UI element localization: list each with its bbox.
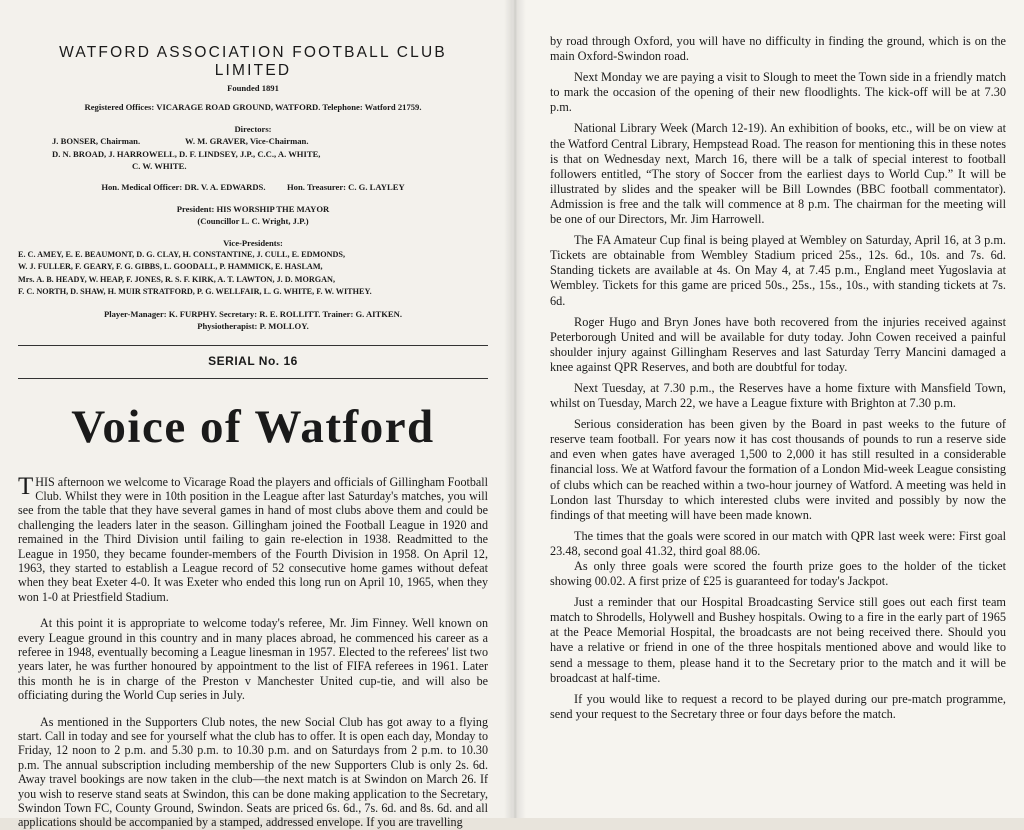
article-paragraph: Next Monday we are paying a visit to Slough to meet the Town side in a friendly match to mark the occasion of the opening of their new floodlights. The kick-off will be at 7.30 p.m. xyxy=(550,70,1006,115)
staff-line: Player-Manager: K. FURPHY. Secretary: R. E. ROLLITT. Trainer: G. AITKEN. xyxy=(103,308,403,319)
right-page xyxy=(512,0,1024,818)
continuation-paragraph: by road through Oxford, you will have no difficulty in finding the ground, which is on the main Oxford-Swindon road. xyxy=(550,34,1006,64)
article-paragraph: As mentioned in the Supporters Club notes, the new Social Club has got away to a flying start. Call in today and see for yourself what the club has to offer. It is open each day, Monday to Friday, 12 noon to 2 p.m. and 5.30 p.m. to 10.30 p.m. and on Saturdays from 2 p.m. to 10.30 p.m. The annual subscription including membership of the new Supporters Club is only 2s. 6d. Away travel bookings are now taken in the club—the next match is at Swindon on March 26. If you wish to reserve stand seats at Swindon, this can be done making application to the Secretary, Swindon Town FC, County Ground, Swindon. Seats are priced 6s. 6d., 7s. 6d. and 8s. 6d. and all applications should be accompanied by a stamped, addressed envelope. If you are travelling xyxy=(18,714,488,830)
president-line: President: HIS WORSHIP THE MAYOR xyxy=(176,203,330,214)
right-article xyxy=(550,34,1006,722)
article-paragraph: Just a reminder that our Hospital Broadcasting Service still goes out each first team match to Shrodells, Holywell and Bushey hospitals. Owing to a fire in the early part of 1965 at the Peace Memorial Hospital, the broadcasts are not being received there. Should you have a relative or friend in one of the three hospitals mentioned above and would like to send a message to them, please hand it to the Secretary prior to the match and it will be broadcast at half-time. xyxy=(550,595,1006,685)
directors-line: D. N. BROAD, J. HARROWELL, D. F. LINDSEY, J.P., C.C., A. WHITE, xyxy=(52,148,321,159)
vice-presidents-label: Vice-Presidents: xyxy=(223,237,283,248)
club-name: WATFORD ASSOCIATION FOOTBALL CLUB LIMITED xyxy=(59,44,447,79)
article-paragraph: As only three goals were scored the fourth prize goes to the holder of the ticket showing 00.02. A first prize of £25 is guaranteed for today's Jackpot. xyxy=(550,559,1006,589)
divider-bottom xyxy=(18,378,488,379)
drop-cap: T xyxy=(18,472,34,500)
founded-line: Founded 1891 xyxy=(227,83,279,93)
registered-offices: Registered Offices: VICARAGE ROAD GROUND, WATFORD. Telephone: Watford 21759. xyxy=(84,102,422,113)
paragraph-text: HIS afternoon we welcome to Vicarage Road the players and officials of Gillingham Football Club. Whilst they were in 10th position in the League after last Saturday's matches, you will see from the table that they have several games in hand of most clubs above them and could be challenging the leaders later in the season. Gillingham joined the Football League in 1920 and remained in the Third Division until failing to gain re-election in 1938. Readmitted to the League in 1950, they became founder-members of the Fourth Division in 1958. On April 12, 1963, they started to establish a League record of 52 consecutive home games without defeat when they beat Exeter 4-0. It was Exeter who ended this long run on April 10, 1965, when they won 1-0 at Priestfield Stadium. xyxy=(18,474,488,604)
officers-line: Hon. Medical Officer: DR. V. A. EDWARDS. Hon. Treasurer: C. G. LAYLEY xyxy=(101,182,405,193)
headline: Voice of Watford xyxy=(71,400,435,453)
vice-presidents-line: W. J. FULLER, F. GEARY, F. G. GIBBS, L. GOODALL, P. HAMMICK, E. HASLAM, xyxy=(18,262,323,272)
article-paragraph: National Library Week (March 12-19). An exhibition of books, etc., will be on view at the Watford Central Library, Hempstead Road. The reason for mentioning this in these notes is that on Wednesday next, March 16, there will be a talk of special interest to football followers entitled, “The story of Soccer from the earliest days to World Cup.” It will be illustrated by slides and the speaker will be Bill Lowndes (BBC football commentator). Admission is free and the talk will commence at 8 p.m. The chairman for the meeting will be one of our Directors, Mr. Jim Harrowell. xyxy=(550,121,1006,227)
article-paragraph: The times that the goals were scored in our match with QPR last week were: First goal 23.48, second goal 41.32, third goal 88.06. xyxy=(550,528,1006,558)
vice-presidents-list xyxy=(18,249,488,299)
directors-list xyxy=(18,135,488,172)
vice-presidents-line: E. C. AMEY, E. E. BEAUMONT, D. G. CLAY, H. CONSTANTINE, J. CULL, E. EDMONDS, xyxy=(18,250,346,260)
directors-line: J. BONSER, Chairman. W. M. GRAVER, Vice-Chairman. xyxy=(52,136,309,147)
article-paragraph: Roger Hugo and Bryn Jones have both recovered from the injuries received against Peterborough United and will be available for duty today. John Cowen received a painful shoulder injury against Gillingham Reserves and last Saturday Terry Mancini damaged a knee against QPR Reserves, and both are doubtful for today. xyxy=(550,314,1006,374)
divider-top xyxy=(18,345,488,346)
vice-presidents-line: F. C. NORTH, D. SHAW, H. MUIR STRATFORD, P. G. WELLFAIR, L. G. WHITE, F. W. WITHEY. xyxy=(18,287,372,297)
left-article xyxy=(18,472,488,830)
directors-line: C. W. WHITE. xyxy=(132,161,187,172)
article-paragraph: At this point it is appropriate to welcome today's referee, Mr. Jim Finney. Well known on every League ground in this country and in many places abroad, he commenced his career as a referee in 1948, eventually becoming a League linesman in 1957. Elected to the referees' list two years later, he was further honoured by appointment to the list of FIFA referees in 1961. Later this month he is in charge of the Preston v Manchester United cup-tie, and will also be officiating during the World Cup series in July. xyxy=(18,616,488,703)
article-paragraph: If you would like to request a record to be played during our pre-match programme, send your request to the Secretary three or four days before the match. xyxy=(550,691,1006,721)
directors-label: Directors: xyxy=(234,123,272,134)
president-name: (Councillor L. C. Wright, J.P.) xyxy=(197,216,309,227)
article-paragraph xyxy=(18,472,488,605)
serial-number: SERIAL No. 16 xyxy=(208,353,298,368)
vice-presidents-line: Mrs. A. B. HEADY, W. HEAP, F. JONES, R. S. F. KIRK, A. T. LAWTON, J. D. MORGAN, xyxy=(18,274,336,284)
article-paragraph: The FA Amateur Cup final is being played at Wembley on Saturday, April 16, at 3 p.m. Tickets are obtainable from Wembley Stadium priced 25s., 12s. 6d., 10s. and 7s. 6d. Standing tickets are available at 4s. On May 4, at 7.45 p.m., England meet Yugoslavia at Wembley. Tickets for this game are priced 50s., 25s., 15s., 10s., with standing tickets at 7s. 6d. xyxy=(550,233,1006,308)
article-paragraph: Next Tuesday, at 7.30 p.m., the Reserves have a home fixture with Mansfield Town, whilst on Tuesday, March 22, we have a League fixture with Brighton at 7.30 p.m. xyxy=(550,380,1006,411)
article-paragraph: Serious consideration has been given by the Board in past weeks to the future of reserve team football. For years now it has cost thousands of pounds to run a reserve side and even when gates have averaged 1,500 to 2,000 it has still resulted in a considerable financial loss. We at Watford favour the formation of a London Mid-week League consisting of clubs which can be reached within a two-hour journey of Watford. A meeting was held in London last Thursday to which interested clubs were invited and possibly by now the findings of that meeting will have been made known. xyxy=(550,417,1006,522)
physio-line: Physiotherapist: P. MOLLOY. xyxy=(197,321,309,332)
